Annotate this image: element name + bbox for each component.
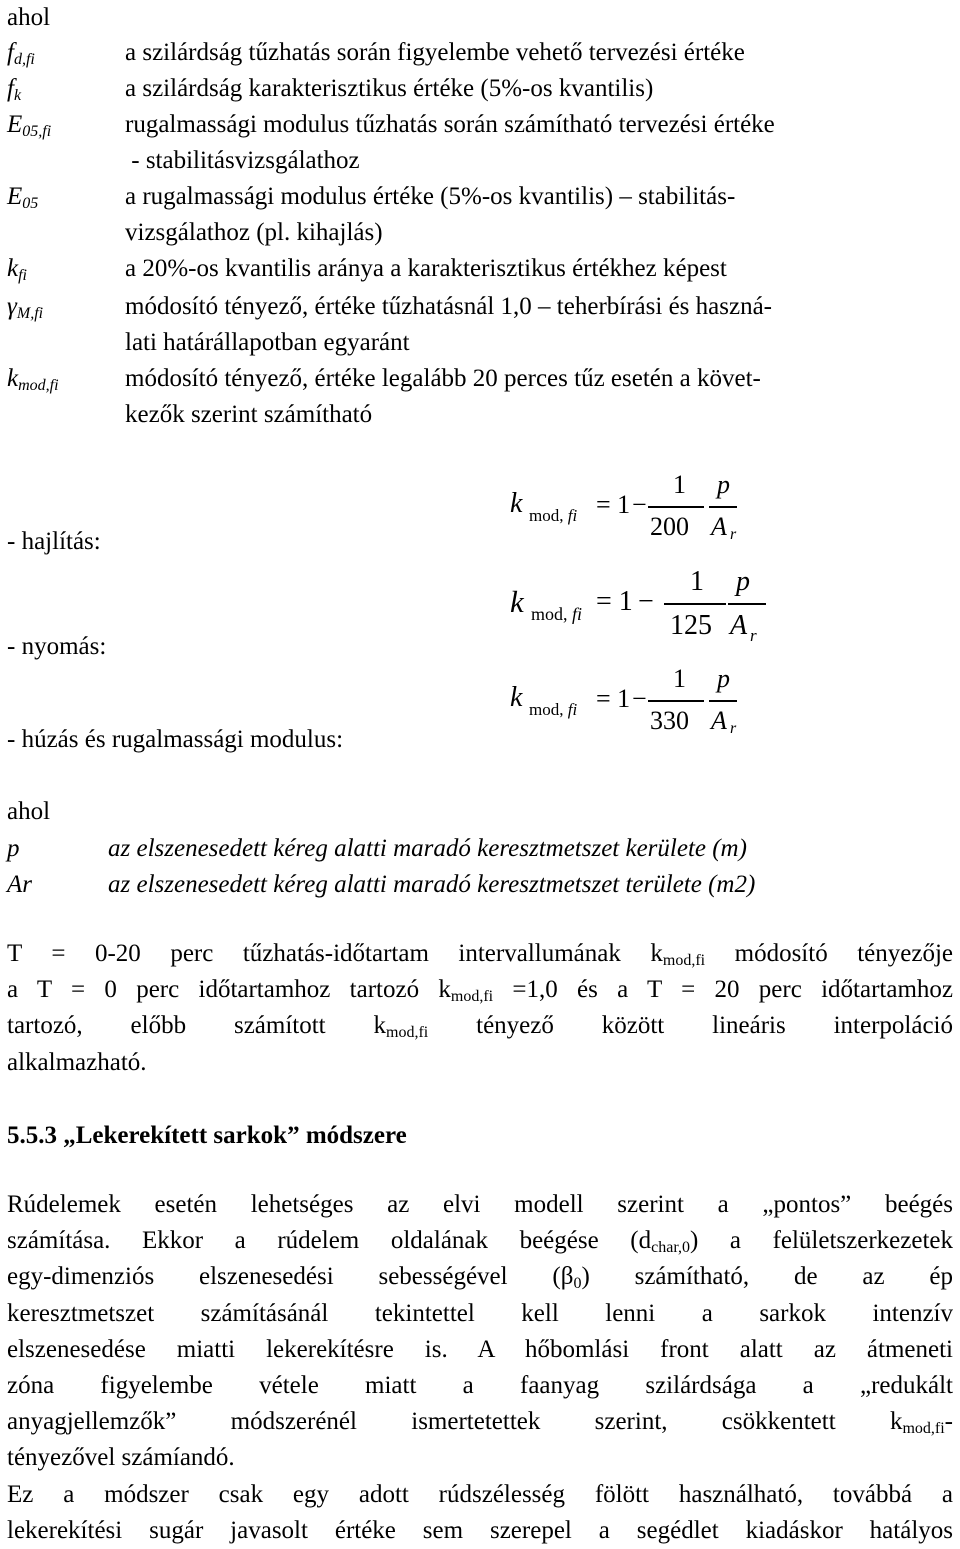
- formula-k: k: [510, 682, 523, 713]
- symbol-e05-fi: $E_{05,fi}$: [7, 111, 52, 140]
- definition-k-fi: a 20%-os kvantilis aránya a karakterisztikus értékhez képest: [125, 255, 727, 282]
- paragraph-line: tartozó, előbb számított $k_{mod,fi}$ tényező között lineáris interpoláció: [7, 1012, 954, 1042]
- paragraph-line: Rúdelemek esetén lehetséges az elvi modell szerint a „pontos” beégés: [7, 1191, 953, 1218]
- section-heading: 5.5.3 „Lekerekített sarkok” módszere: [7, 1122, 407, 1149]
- formula-denominator-a: A: [711, 706, 727, 735]
- formula-equals-one: = 1: [596, 490, 631, 519]
- formula-denominator-r: r: [730, 720, 737, 737]
- symbol-p: p: [7, 835, 20, 862]
- paragraph-line: alkalmazható.: [7, 1048, 147, 1076]
- formula-subscript: mod, fi: [529, 506, 578, 525]
- formula-k: k: [510, 584, 524, 619]
- formula-numerator-p: p: [736, 566, 750, 597]
- symbol-ar: Ar: [7, 871, 32, 898]
- paragraph-interpolation: [7, 936, 953, 1081]
- formula-denominator: 125: [670, 610, 712, 641]
- symbol-k-fi: $k_{fi}$: [7, 255, 27, 284]
- symbol-k-mod-fi: $k_{mod,fi}$: [7, 365, 59, 394]
- fraction-bar-2: [709, 506, 737, 508]
- definition-k-mod-fi-line-1: módosító tényező, értéke legalább 20 perces tűz esetén a követ-: [125, 365, 761, 392]
- symbol-f-k: $f_k$: [7, 75, 22, 104]
- paragraph-line: elszenesedése miatti lekerekítésre is. A hőbomlási front alatt az átmeneti: [7, 1335, 953, 1363]
- definition-f-k: a szilárdság karakterisztikus értéke (5%-os kvantilis): [125, 75, 654, 102]
- formula-tension: [510, 664, 770, 744]
- formula-numerator-p: p: [717, 470, 730, 499]
- definition-k-mod-fi-line-2: kezők szerint számítható: [125, 401, 373, 428]
- paragraph-line: tényezővel számíandó.: [7, 1444, 235, 1472]
- fraction-bar-1: [648, 506, 704, 508]
- formula-numerator-p: p: [717, 664, 730, 693]
- definition-f-d-fi: a szilárdság tűzhatás során figyelembe vehető tervezési értéke: [125, 39, 745, 66]
- formula-denominator: 330: [650, 706, 689, 735]
- fraction-bar-2: [709, 700, 737, 702]
- paragraph-line: számítása. Ekkor a rúdelem oldalának beégése $(d_{char,0})$ a felületszerkezetek: [7, 1227, 954, 1257]
- paragraph-line: anyagjellemzők” módszerénél ismertetettek szerint, csökkentett $k_{mod,fi}-$: [7, 1408, 953, 1438]
- formula-numerator-one: 1: [673, 664, 686, 693]
- definition-e05-line-1: a rugalmassági modulus értéke (5%-os kvantilis) – stabilitás-: [125, 183, 736, 210]
- definition-p: az elszenesedett kéreg alatti maradó keresztmetszet kerülete (m): [108, 835, 747, 862]
- definition-e05-fi-line-2: - stabilitásvizsgálathoz: [125, 147, 360, 174]
- formula-bending: [510, 470, 770, 550]
- definition-e05-fi-line-1: rugalmassági modulus tűzhatás során számítható tervezési értéke: [125, 111, 775, 138]
- label-tension-modulus: - húzás és rugalmassági modulus:: [7, 726, 344, 753]
- formula-denominator-r: r: [730, 526, 737, 543]
- paragraph-line: egy-dimenziós elszenesedési sebességével $(\beta_0)$ számítható, de az ép: [7, 1263, 953, 1293]
- formula-numerator-one: 1: [690, 566, 704, 597]
- formula-minus: −: [632, 684, 647, 713]
- formula-equals-one: = 1: [596, 684, 631, 713]
- formula-denominator-a: A: [711, 512, 727, 541]
- formula-denominator-a: A: [730, 610, 748, 641]
- symbol-gamma-m-fi: $\gamma_{M,fi}$: [7, 293, 44, 322]
- definition-e05-line-2: vizsgálathoz (pl. kihajlás): [125, 219, 383, 246]
- ahol-label-2: ahol: [7, 798, 51, 825]
- formula-denominator: 200: [650, 512, 689, 541]
- paragraph-line: zóna figyelembe vétele miatt a faanyag szilárdsága a „redukált: [7, 1371, 953, 1399]
- paragraph-line: lekerekítési sugár javasolt értéke sem szerepel a segédlet kiadáskor hatályos: [7, 1516, 953, 1544]
- paragraph-line: Ez a módszer csak egy adott rúdszélesség fölött használható, továbbá a: [7, 1480, 953, 1508]
- label-compression: - nyomás:: [7, 633, 107, 660]
- fraction-bar-1: [664, 603, 726, 605]
- definition-gamma-m-fi-line-2: lati határállapotban egyaránt: [125, 329, 410, 356]
- formula-subscript: mod, fi: [529, 700, 578, 719]
- ahol-label: ahol: [7, 4, 51, 31]
- formula-k: k: [510, 488, 523, 519]
- fraction-bar-1: [648, 700, 704, 702]
- symbol-e05: $E_{05}$: [7, 183, 39, 212]
- formula-minus: −: [638, 586, 654, 617]
- formula-subscript: mod, fi: [531, 604, 583, 624]
- definition-ar: az elszenesedett kéreg alatti maradó keresztmetszet területe (m2): [108, 871, 756, 898]
- paragraph-line: a T = 0 perc időtartamhoz tartozó $k_{mod,fi} =1,0$ és a T = 20 perc időtartamhoz: [7, 976, 954, 1006]
- formula-equals-one: = 1: [596, 586, 633, 617]
- formula-minus: −: [632, 490, 647, 519]
- fraction-bar-2: [728, 603, 766, 605]
- definition-gamma-m-fi-line-1: módosító tényező, értéke tűzhatásnál 1,0 – teherbírási és haszná-: [125, 293, 772, 320]
- formula-numerator-one: 1: [673, 470, 686, 499]
- symbol-f-d-fi: $f_{d,fi}$: [7, 39, 35, 68]
- paragraph-line: keresztmetszet számításánál tekintettel kell lenni a sarkok intenzív: [7, 1299, 953, 1327]
- paragraph-rounded-corners: [7, 1187, 953, 1549]
- formula-denominator-r: r: [750, 626, 757, 645]
- label-bending: - hajlítás:: [7, 528, 101, 555]
- formula-compression: [510, 566, 790, 656]
- paragraph-line: T = 0-20 perc tűzhatás-időtartam intervallumának $k_{mod,fi}$ módosító tényezője: [7, 940, 953, 969]
